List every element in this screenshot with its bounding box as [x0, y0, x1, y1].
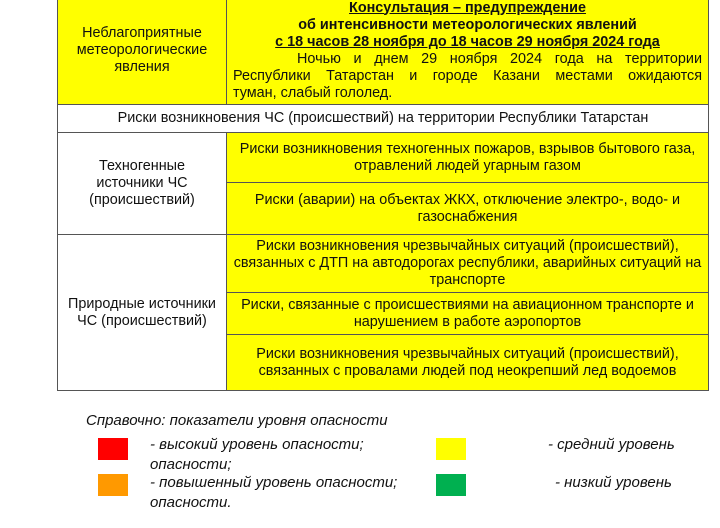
forecast-text-line-1: Ночью и днем 29 ноября 2024 года на территории	[297, 50, 702, 67]
tech-risk-cell-1	[227, 133, 709, 183]
legend-swatch-low	[436, 474, 466, 496]
legend-high-text: - высокий уровень опасности;	[150, 436, 364, 453]
phenomena-header: Неблагоприятные метеорологические явления	[76, 25, 208, 75]
natural-risk-1: Риски возникновения чрезвычайных ситуаций (происшествий), связанных с ДТП на автодорогах республики, аварийных ситуаций на транспорте	[233, 238, 702, 288]
legend-swatch-medium	[436, 438, 466, 460]
legend-elevated-text-cont: опасности.	[150, 494, 232, 511]
natural-source-label: Природные источники ЧС (происшествий)	[68, 295, 216, 329]
forecast-sheet	[57, 0, 708, 392]
legend-elevated-text: - повышенный уровень опасности;	[150, 474, 398, 491]
forecast-title-line-2: об интенсивности метеорологических явлений	[298, 16, 637, 33]
natural-risk-2: Риски, связанные с происшествиями на авиационном транспорте и нарушением в работе аэропортов	[241, 296, 694, 330]
legend-high-text-cont: опасности;	[150, 456, 232, 473]
tech-risk-1: Риски возникновения техногенных пожаров, взрывов бытового газа, отравлений людей угарным газом	[239, 140, 696, 174]
natural-risk-3: Риски возникновения чрезвычайных ситуаций (происшествий), связанных с провалами людей под неокрепший лед водоемов	[256, 345, 679, 379]
tech-source-cell	[58, 133, 227, 235]
forecast-title-line-3: с 18 часов 28 ноября до 18 часов 29 ноября 2024 года	[275, 33, 660, 50]
risk-table	[57, 0, 709, 391]
natural-risk-cell-1	[227, 235, 709, 293]
forecast-text-line-3: туман, слабый гололед.	[233, 84, 393, 101]
legend-low-text: - низкий уровень	[555, 474, 672, 491]
danger-legend	[0, 400, 720, 528]
legend-swatch-high	[98, 438, 128, 460]
natural-risk-cell-2	[227, 293, 709, 335]
risks-title: Риски возникновения ЧС (происшествий) на территории Республики Татарстан	[117, 110, 649, 126]
natural-source-cell	[58, 235, 227, 391]
phenomena-header-cell	[58, 0, 227, 105]
tech-source-label: Техногенные источники ЧС (происшествий)	[89, 158, 195, 208]
forecast-header-cell	[227, 0, 709, 105]
natural-risk-cell-3	[227, 335, 709, 391]
forecast-text-line-2: Республики Татарстан и городе Казани местами ожидаются	[233, 67, 702, 84]
legend-swatch-elevated	[98, 474, 128, 496]
legend-title: Справочно: показатели уровня опасности	[86, 412, 388, 429]
forecast-title-line-1: Консультация – предупреждение	[349, 0, 586, 16]
tech-risk-2: Риски (аварии) на объектах ЖКХ, отключение электро-, водо- и газоснабжения	[254, 191, 681, 225]
risks-title-cell	[58, 105, 709, 133]
tech-risk-cell-2	[227, 183, 709, 235]
legend-medium-text: - средний уровень	[548, 436, 675, 453]
